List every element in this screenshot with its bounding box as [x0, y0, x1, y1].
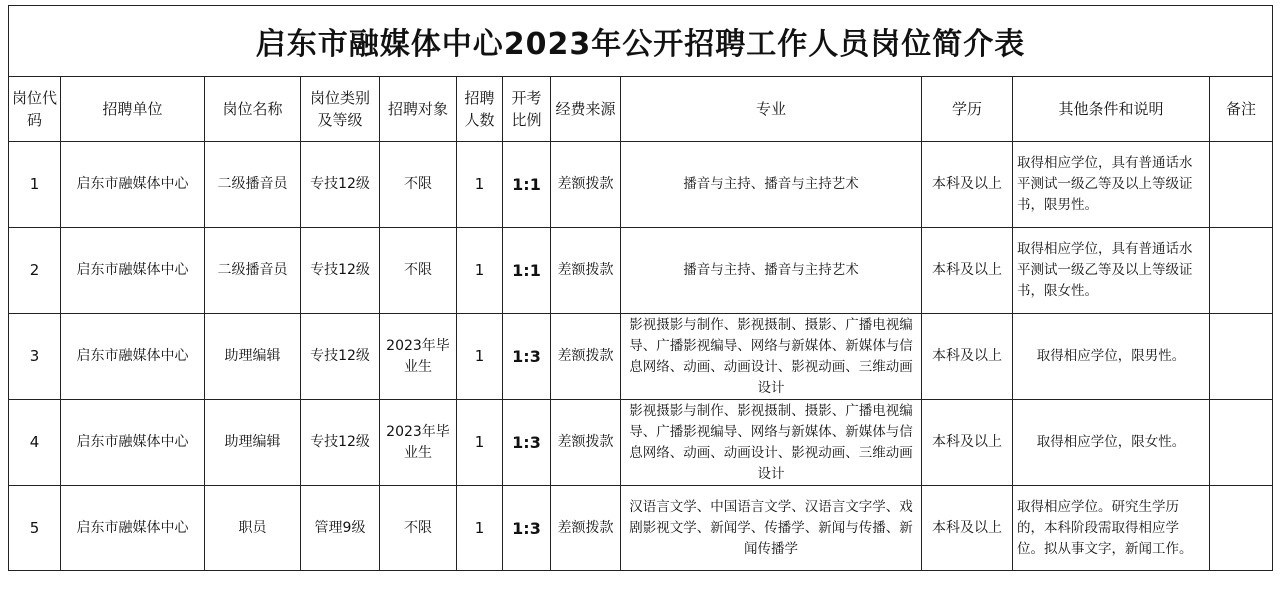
cell-ratio: 1:3 — [503, 400, 551, 486]
cell-conditions: 取得相应学位，限男性。 — [1013, 314, 1210, 400]
table-row — [9, 142, 1273, 228]
header-count: 招聘人数 — [457, 77, 503, 142]
cell-ratio: 1:3 — [503, 314, 551, 400]
header-category: 岗位类别及等级 — [301, 77, 380, 142]
cell-count: 1 — [457, 400, 503, 486]
cell-code: 5 — [9, 486, 61, 571]
cell-count: 1 — [457, 314, 503, 400]
cell-name: 助理编辑 — [205, 400, 301, 486]
cell-code: 4 — [9, 400, 61, 486]
cell-target: 不限 — [380, 486, 457, 571]
cell-name: 二级播音员 — [205, 142, 301, 228]
cell-ratio: 1:3 — [503, 486, 551, 571]
cell-count: 1 — [457, 228, 503, 314]
header-target: 招聘对象 — [380, 77, 457, 142]
cell-name: 助理编辑 — [205, 314, 301, 400]
cell-conditions: 取得相应学位，限女性。 — [1013, 400, 1210, 486]
header-unit: 招聘单位 — [61, 77, 205, 142]
cell-target: 2023年毕业生 — [380, 314, 457, 400]
cell-category: 专技12级 — [301, 400, 380, 486]
cell-code: 1 — [9, 142, 61, 228]
cell-conditions: 取得相应学位，具有普通话水平测试一级乙等及以上等级证书，限女性。 — [1013, 228, 1210, 314]
cell-category: 专技12级 — [301, 142, 380, 228]
cell-unit: 启东市融媒体中心 — [61, 486, 205, 571]
cell-funding: 差额拨款 — [551, 314, 621, 400]
cell-count: 1 — [457, 142, 503, 228]
cell-funding: 差额拨款 — [551, 142, 621, 228]
cell-funding: 差额拨款 — [551, 486, 621, 571]
header-conditions: 其他条件和说明 — [1013, 77, 1210, 142]
cell-education: 本科及以上 — [922, 314, 1013, 400]
header-name: 岗位名称 — [205, 77, 301, 142]
cell-unit: 启东市融媒体中心 — [61, 228, 205, 314]
cell-target: 不限 — [380, 228, 457, 314]
table-row — [9, 314, 1273, 400]
cell-ratio: 1:1 — [503, 142, 551, 228]
cell-name: 职员 — [205, 486, 301, 571]
table-row — [9, 486, 1273, 571]
table-row — [9, 228, 1273, 314]
header-row — [9, 77, 1273, 142]
cell-major: 汉语言文学、中国语言文学、汉语言文字学、戏剧影视文学、新闻学、传播学、新闻与传播、新闻传播学 — [621, 486, 922, 571]
cell-remarks — [1210, 314, 1273, 400]
cell-major: 影视摄影与制作、影视摄制、摄影、广播电视编导、广播影视编导、网络与新媒体、新媒体与信息网络、动画、动画设计、影视动画、三维动画设计 — [621, 400, 922, 486]
cell-unit: 启东市融媒体中心 — [61, 314, 205, 400]
cell-name: 二级播音员 — [205, 228, 301, 314]
cell-unit: 启东市融媒体中心 — [61, 142, 205, 228]
header-code: 岗位代码 — [9, 77, 61, 142]
cell-remarks — [1210, 228, 1273, 314]
cell-remarks — [1210, 400, 1273, 486]
cell-remarks — [1210, 142, 1273, 228]
cell-remarks — [1210, 486, 1273, 571]
cell-education: 本科及以上 — [922, 228, 1013, 314]
cell-major: 播音与主持、播音与主持艺术 — [621, 228, 922, 314]
table-title: 启东市融媒体中心2023年公开招聘工作人员岗位简介表 — [9, 6, 1273, 77]
header-ratio: 开考比例 — [503, 77, 551, 142]
cell-education: 本科及以上 — [922, 400, 1013, 486]
cell-major: 播音与主持、播音与主持艺术 — [621, 142, 922, 228]
header-education: 学历 — [922, 77, 1013, 142]
cell-conditions: 取得相应学位，具有普通话水平测试一级乙等及以上等级证书，限男性。 — [1013, 142, 1210, 228]
cell-category: 专技12级 — [301, 228, 380, 314]
cell-education: 本科及以上 — [922, 486, 1013, 571]
recruitment-table-sheet — [8, 5, 1280, 582]
header-funding: 经费来源 — [551, 77, 621, 142]
header-remarks: 备注 — [1210, 77, 1273, 142]
cell-conditions: 取得相应学位。研究生学历的，本科阶段需取得相应学位。拟从事文字，新闻工作。 — [1013, 486, 1210, 571]
cell-code: 3 — [9, 314, 61, 400]
cell-major: 影视摄影与制作、影视摄制、摄影、广播电视编导、广播影视编导、网络与新媒体、新媒体与信息网络、动画、动画设计、影视动画、三维动画设计 — [621, 314, 922, 400]
recruitment-table — [8, 5, 1273, 571]
cell-target: 不限 — [380, 142, 457, 228]
cell-education: 本科及以上 — [922, 142, 1013, 228]
cell-funding: 差额拨款 — [551, 228, 621, 314]
cell-category: 专技12级 — [301, 314, 380, 400]
cell-ratio: 1:1 — [503, 228, 551, 314]
cell-target: 2023年毕业生 — [380, 400, 457, 486]
table-row — [9, 400, 1273, 486]
cell-code: 2 — [9, 228, 61, 314]
cell-count: 1 — [457, 486, 503, 571]
header-major: 专业 — [621, 77, 922, 142]
cell-unit: 启东市融媒体中心 — [61, 400, 205, 486]
cell-funding: 差额拨款 — [551, 400, 621, 486]
cell-category: 管理9级 — [301, 486, 380, 571]
